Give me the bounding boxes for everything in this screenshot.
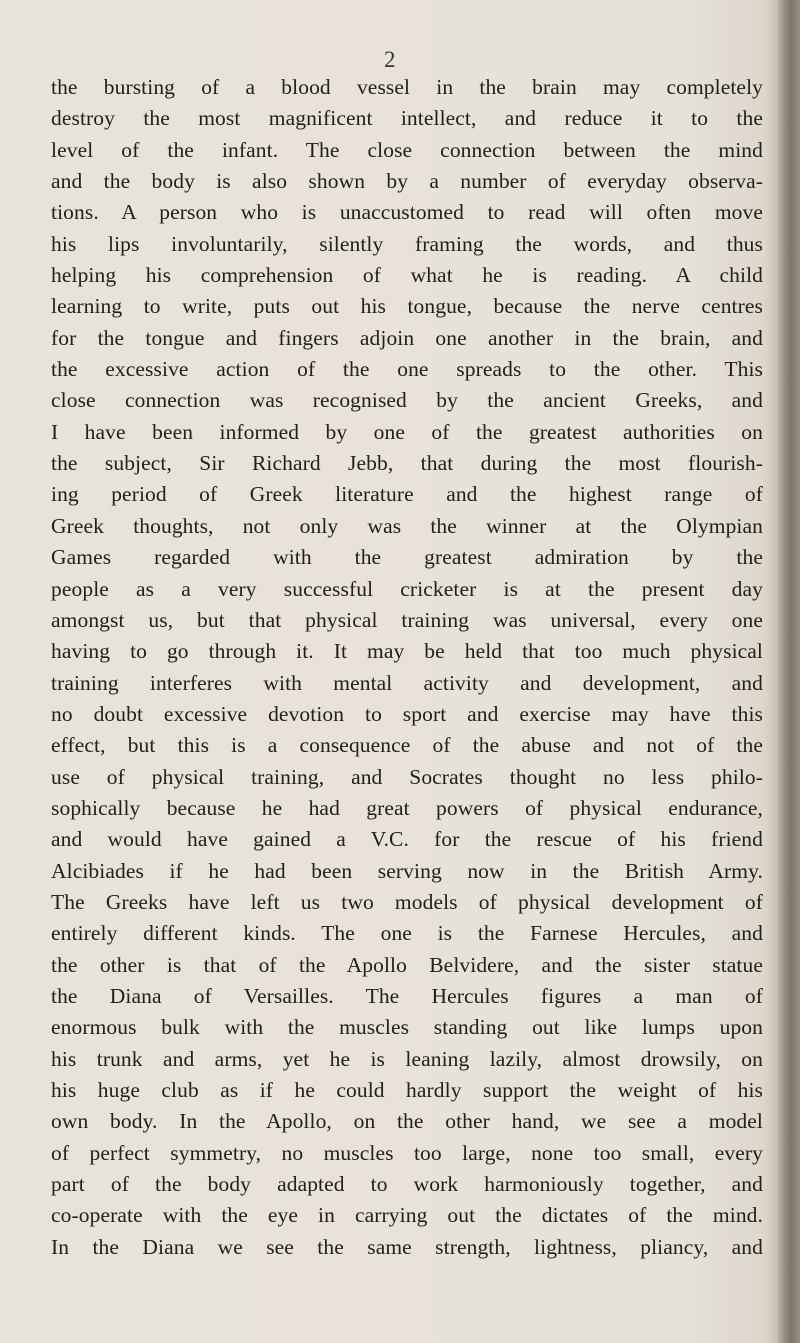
text-line: for the tongue and fingers adjoin one another in the brain, and <box>51 325 763 350</box>
text-line: use of physical training, and Socrates thought no less philo- <box>51 764 763 789</box>
text-line: the subject, Sir Richard Jebb, that during the most flourish- <box>51 451 763 476</box>
text-line: and the body is also shown by a number of everyday observa- <box>51 169 763 194</box>
text-line: the Diana of Versailles. The Hercules figures a man of <box>51 983 763 1008</box>
text-line: ing period of Greek literature and the highest range of <box>51 482 763 507</box>
text-line: his huge club as if he could hardly support the weight of his <box>51 1078 763 1102</box>
text-line: his trunk and arms, yet he is leaning lazily, almost drowsily, on <box>51 1046 763 1071</box>
text-line: tions. A person who is unaccustomed to read will often move <box>51 200 763 225</box>
page-gutter-shadow <box>764 0 778 1343</box>
text-line: of perfect symmetry, no muscles too large, none too small, every <box>51 1140 763 1165</box>
text-line: having to go through it. It may be held that too much physical <box>51 639 763 664</box>
text-line: In the Diana we see the same strength, lightness, pliancy, and <box>51 1234 763 1259</box>
text-line: destroy the most magnificent intellect, and reduce it to the <box>51 106 763 131</box>
text-line: his lips involuntarily, silently framing the words, and thus <box>51 231 763 256</box>
text-line: co-operate with the eye in carrying out the dictates of the mind. <box>51 1203 763 1228</box>
text-line: the other is that of the Apollo Belvidere, and the sister statue <box>51 952 763 977</box>
text-line: people as a very successful cricketer is at the present day <box>51 576 763 601</box>
text-line: entirely different kinds. The one is the Farnese Hercules, and <box>51 921 763 946</box>
text-line: amongst us, but that physical training was universal, every one <box>51 607 763 632</box>
body-text <box>51 72 763 1263</box>
text-line: own body. In the Apollo, on the other hand, we see a model <box>51 1109 763 1134</box>
text-line: level of the infant. The close connection between the mind <box>51 137 763 162</box>
text-line: effect, but this is a consequence of the abuse and not of the <box>51 733 763 758</box>
text-line: helping his comprehension of what he is reading. A child <box>51 263 763 288</box>
text-line: enormous bulk with the muscles standing out like lumps upon <box>51 1015 763 1040</box>
page-number: 2 <box>384 47 396 72</box>
text-line: I have been informed by one of the greatest authorities on <box>51 419 763 444</box>
text-line: the bursting of a blood vessel in the brain may completely <box>51 75 763 99</box>
text-line: and would have gained a V.C. for the rescue of his friend <box>51 827 763 852</box>
text-line: sophically because he had great powers of physical endurance, <box>51 795 763 820</box>
text-line: The Greeks have left us two models of physical development of <box>51 889 763 914</box>
book-edge <box>778 0 800 1343</box>
text-line: Alcibiades if he had been serving now in the British Army. <box>51 858 763 883</box>
text-line: learning to write, puts out his tongue, because the nerve centres <box>51 294 763 319</box>
text-line: no doubt excessive devotion to sport and exercise may have this <box>51 701 763 726</box>
text-line: Games regarded with the greatest admiration by the <box>51 545 763 570</box>
text-line: the excessive action of the one spreads to the other. This <box>51 357 763 382</box>
text-line: Greek thoughts, not only was the winner at the Olympian <box>51 513 763 538</box>
text-line: part of the body adapted to work harmoniously together, and <box>51 1172 763 1197</box>
text-line: close connection was recognised by the ancient Greeks, and <box>51 388 763 413</box>
text-line: training interferes with mental activity and development, and <box>51 670 763 695</box>
